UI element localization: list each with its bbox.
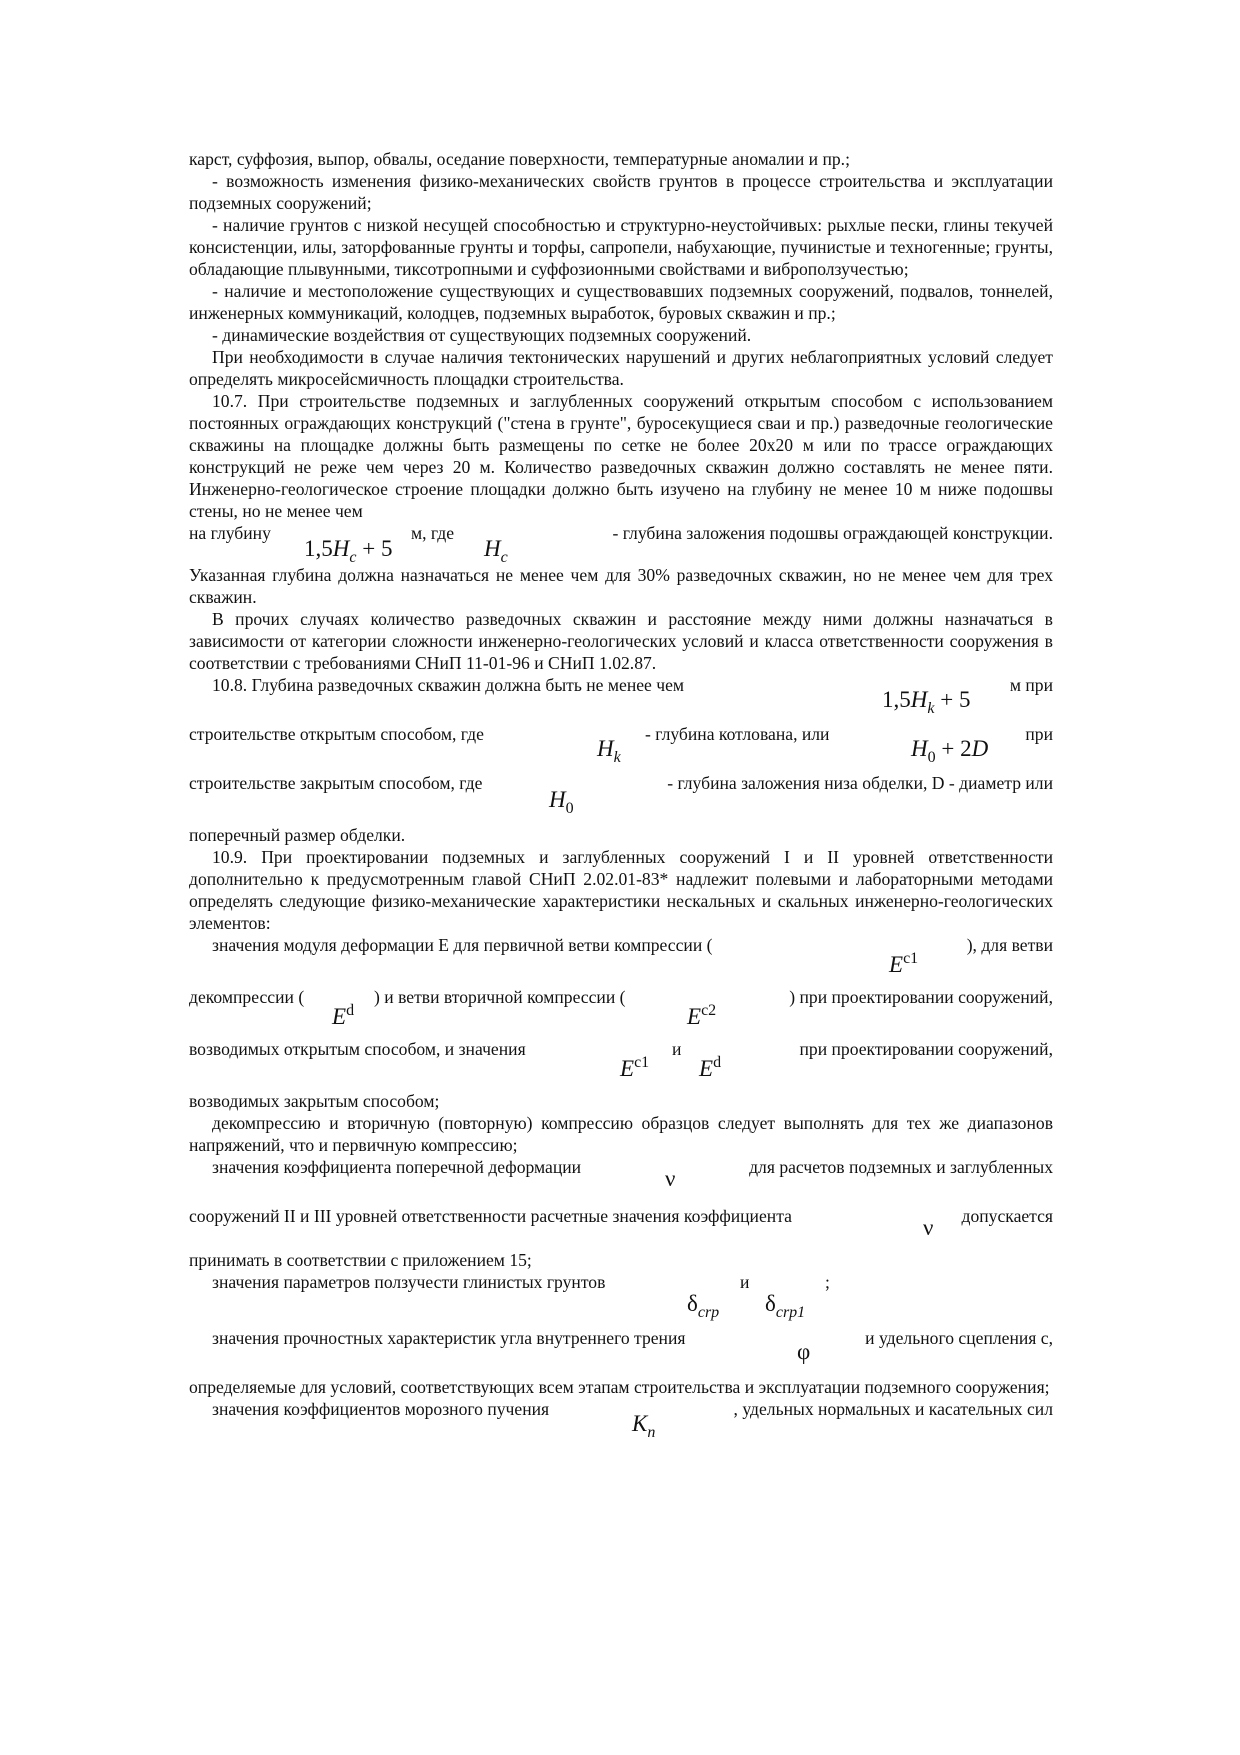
formula-line bbox=[189, 522, 1053, 564]
text-fragment: ; bbox=[825, 1272, 830, 1292]
text-fragment: , удельных нормальных и касательных сил bbox=[733, 1399, 1053, 1419]
formula-nu: ν bbox=[923, 1215, 934, 1240]
text-fragment: строительстве закрытым способом, где bbox=[189, 773, 483, 793]
text-fragment: - глубина заложения подошвы ограждающей конструкции. bbox=[612, 523, 1053, 543]
formula-line bbox=[189, 986, 1053, 1038]
paragraph: - наличие грунтов с низкой несущей способностью и структурно-неустойчивых: рыхлые пески, глины текучей консистенции, илы, заторфованные грунты и торфы, сапропели, набухающие, пучинистые и техногенные; грунты, обладающие плывунными, тиксотропными и суффозионными свойствами и виброползучестью; bbox=[189, 215, 1053, 279]
formula-line bbox=[189, 1398, 1053, 1442]
formula-e-c1: $E^{c1}$ bbox=[620, 1054, 650, 1081]
formula-delta-crp1: $\delta_{crp1}$ bbox=[765, 1291, 806, 1321]
formula-e-c1: $E^{c1}$ bbox=[889, 950, 919, 977]
formula-e-d: $E^d$ bbox=[699, 1054, 722, 1081]
formula-line bbox=[189, 1327, 1053, 1376]
text-fragment: декомпрессии ( bbox=[189, 987, 305, 1007]
formula-line bbox=[189, 723, 1053, 772]
formula-h0: $H_0$ bbox=[549, 787, 574, 817]
formula-line bbox=[189, 1271, 1053, 1327]
paragraph: поперечный размер обделки. bbox=[189, 825, 406, 845]
formula-line bbox=[189, 772, 1053, 824]
paragraph: декомпрессию и вторичную (повторную) компрессию образцов следует выполнять для тех же диапазонов напряжений, что и первичную компрессию; bbox=[189, 1113, 1053, 1155]
paragraph: карст, суффозия, выпор, обвалы, оседание поверхности, температурные аномалии и пр.; bbox=[189, 149, 850, 169]
paragraph: принимать в соответствии с приложением 15; bbox=[189, 1250, 532, 1270]
text-fragment: при bbox=[1025, 724, 1053, 744]
text-fragment: значения модуля деформации Е для первичной ветви компрессии ( bbox=[212, 935, 713, 955]
paragraph-10-9: 10.9. При проектировании подземных и заглубленных сооружений I и II уровней ответственности дополнительно к предусмотренным главой СНиП 2.02.01-83* надлежит полевыми и лабораторными методами определять следующие физико-механические характеристики нескальных и скальных инженерно-геологических элементов: bbox=[189, 847, 1053, 933]
formula-line bbox=[189, 1156, 1053, 1205]
paragraph: В прочих случаях количество разведочных скважин и расстояние между ними должны назначаться в зависимости от категории сложности инженерно-геологических условий и класса ответственности сооружения в соответствии с требованиями СНиП 11-01-96 и СНиП 1.02.87. bbox=[189, 609, 1053, 673]
text-fragment: м, где bbox=[411, 523, 455, 543]
text-fragment: сооружений II и III уровней ответственности расчетные значения коэффициента bbox=[189, 1206, 792, 1226]
formula-1-5hc-plus-5: $1,5H_c + 5$ bbox=[304, 536, 393, 566]
paragraph: Указанная глубина должна назначаться не менее чем для 30% разведочных скважин, но не менее чем для трех скважин. bbox=[189, 565, 1053, 607]
formula-1-5hk-plus-5: $1,5H_k + 5$ bbox=[882, 687, 971, 717]
text-fragment: ) при проектировании сооружений, bbox=[789, 987, 1053, 1007]
formula-e-c2: $E^{c2}$ bbox=[687, 1002, 717, 1029]
text-fragment: и bbox=[672, 1039, 682, 1059]
text-fragment: строительстве открытым способом, где bbox=[189, 724, 484, 744]
formula-hc: $H_c$ bbox=[484, 536, 508, 566]
formula-nu: ν bbox=[665, 1166, 676, 1191]
paragraph: - динамические воздействия от существующих подземных сооружений. bbox=[212, 325, 752, 345]
formula-line bbox=[189, 934, 1053, 986]
text-fragment: значения коэффициента поперечной деформации bbox=[212, 1157, 582, 1177]
text-fragment: значения прочностных характеристик угла внутреннего трения bbox=[212, 1328, 686, 1348]
paragraph-10-7: 10.7. При строительстве подземных и заглубленных сооружений открытым способом с использованием постоянных ограждающих конструкций ("стена в грунте", буросекущиеся сваи и пр.) разведочные геологические скважины на площадке должны быть размещены по сетке не более 20х20 м или по трассе ограждающих конструкций не реже чем через 20 м. Количество разведочных скважин должно составлять не менее пяти. Инженерно-геологическое строение площадки должно быть изучено на глубину не менее 10 м ниже подошвы стены, но не менее чем bbox=[189, 391, 1053, 521]
text-fragment: ), для ветви bbox=[966, 935, 1053, 955]
formula-line bbox=[189, 1038, 1053, 1090]
paragraph: возводимых закрытым способом; bbox=[189, 1091, 440, 1111]
text-fragment: для расчетов подземных и заглубленных bbox=[749, 1157, 1053, 1177]
paragraph: - возможность изменения физико-механических свойств грунтов в процессе строительства и эксплуатации подземных сооружений; bbox=[189, 171, 1053, 213]
formula-line bbox=[189, 674, 1053, 723]
formula-phi: φ bbox=[797, 1339, 811, 1364]
formula-line bbox=[189, 1205, 1053, 1249]
text-fragment: значения параметров ползучести глинистых грунтов bbox=[212, 1272, 606, 1292]
text-fragment: ) и ветви вторичной компрессии ( bbox=[374, 987, 626, 1007]
formula-h0-plus-2d: $H_0 + 2D$ bbox=[911, 736, 989, 766]
text-fragment: 10.8. Глубина разведочных скважин должна быть не менее чем bbox=[212, 675, 685, 695]
text-fragment: - глубина котлована, или bbox=[645, 724, 830, 744]
text-fragment: допускается bbox=[961, 1206, 1053, 1226]
text-fragment: и bbox=[740, 1272, 750, 1292]
paragraph: При необходимости в случае наличия тектонических нарушений и других неблагоприятных условий следует определять микросейсмичность площадки строительства. bbox=[189, 347, 1053, 389]
formula-e-d: $E^d$ bbox=[332, 1002, 355, 1029]
formula-delta-crp: $\delta_{crp}$ bbox=[687, 1291, 720, 1321]
text-fragment: возводимых открытым способом, и значения bbox=[189, 1039, 526, 1059]
formula-hk: $H_k$ bbox=[597, 736, 621, 766]
document-page bbox=[189, 148, 1053, 1442]
text-fragment: м при bbox=[1009, 675, 1053, 695]
formula-kn: $K_n$ bbox=[632, 1411, 656, 1441]
text-fragment: на глубину bbox=[189, 523, 271, 543]
text-fragment: при проектировании сооружений, bbox=[799, 1039, 1053, 1059]
paragraph: определяемые для условий, соответствующих всем этапам строительства и эксплуатации подземного сооружения; bbox=[189, 1377, 1050, 1397]
text-fragment: - глубина заложения низа обделки, D - диаметр или bbox=[667, 773, 1053, 793]
text-fragment: значения коэффициентов морозного пучения bbox=[212, 1399, 550, 1419]
text-fragment: и удельного сцепления с, bbox=[865, 1328, 1053, 1348]
paragraph: - наличие и местоположение существующих и существовавших подземных сооружений, подвалов, тоннелей, инженерных коммуникаций, колодцев, подземных выработок, буровых скважин и пр.; bbox=[189, 281, 1053, 323]
